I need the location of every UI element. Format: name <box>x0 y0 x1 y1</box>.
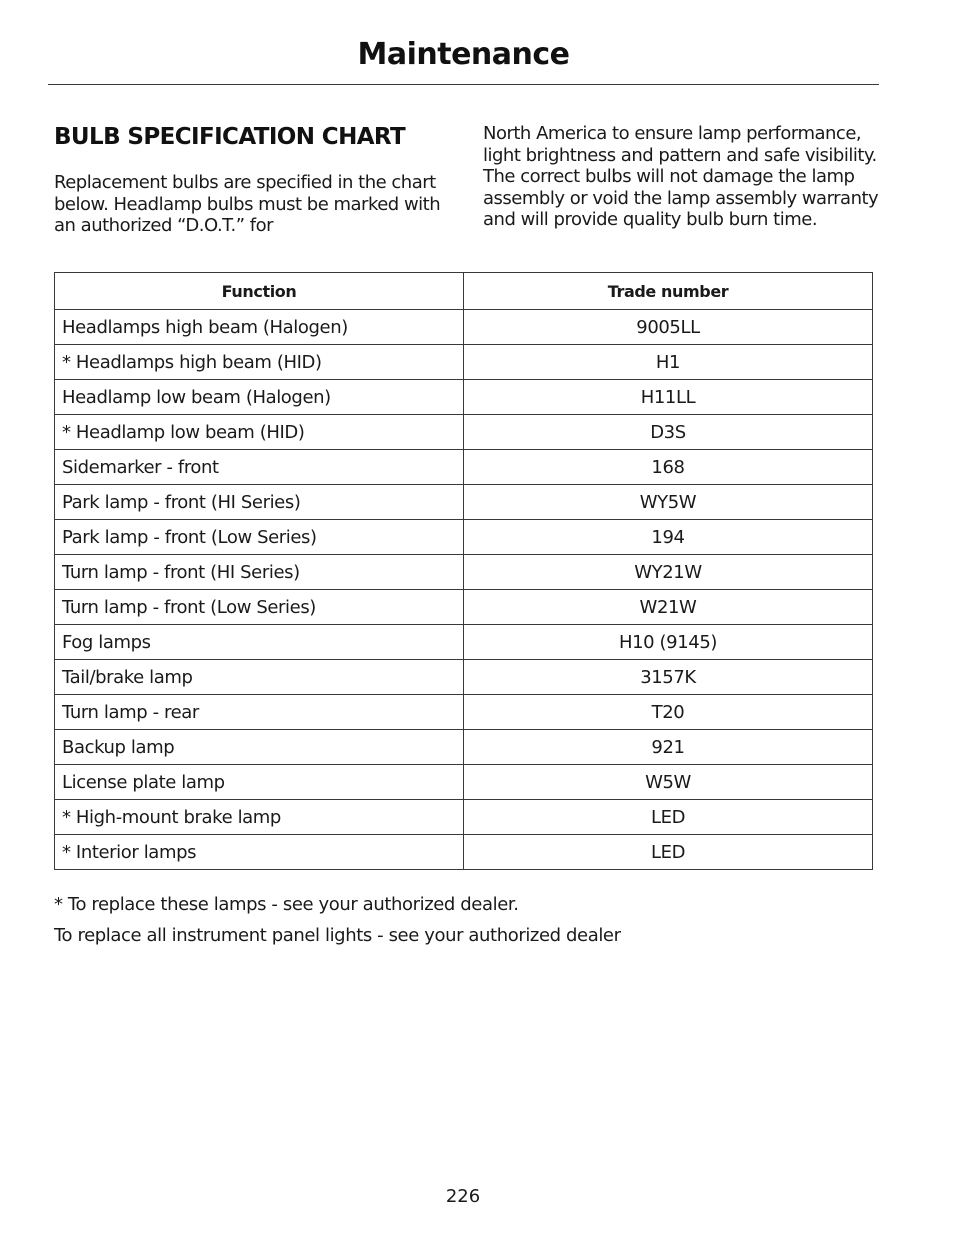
table-row <box>55 555 873 590</box>
function-cell: Turn lamp - front (Low Series) <box>55 590 464 625</box>
table-row <box>55 765 873 800</box>
trade-number-cell: 168 <box>464 450 873 485</box>
section-title: BULB SPECIFICATION CHART <box>54 124 406 150</box>
table-row <box>55 520 873 555</box>
table-row <box>55 310 873 345</box>
function-cell: Park lamp - front (HI Series) <box>55 485 464 520</box>
function-cell: Fog lamps <box>55 625 464 660</box>
trade-number-cell: W21W <box>464 590 873 625</box>
function-cell: * Interior lamps <box>55 835 464 870</box>
function-cell: Turn lamp - front (HI Series) <box>55 555 464 590</box>
page-header <box>48 36 879 85</box>
trade-number-cell: 3157K <box>464 660 873 695</box>
function-cell: License plate lamp <box>55 765 464 800</box>
table-row <box>55 660 873 695</box>
table-row <box>55 380 873 415</box>
function-cell: Headlamps high beam (Halogen) <box>55 310 464 345</box>
function-cell: * High-mount brake lamp <box>55 800 464 835</box>
intro-left-column <box>54 122 454 237</box>
function-cell: Headlamp low beam (Halogen) <box>55 380 464 415</box>
table-row <box>55 835 873 870</box>
footnote-instrument-panel: To replace all instrument panel lights - see your authorized dealer <box>54 925 621 946</box>
table-row <box>55 590 873 625</box>
table-header-row <box>55 273 873 310</box>
bulb-specification-table <box>54 272 873 870</box>
trade-number-cell: 9005LL <box>464 310 873 345</box>
trade-number-cell: LED <box>464 835 873 870</box>
intro-paragraph-left: Replacement bulbs are specified in the chart below. Headlamp bulbs must be marked with an authorized “D.O.T.” for <box>54 172 441 236</box>
trade-number-cell: D3S <box>464 415 873 450</box>
trade-number-cell: H1 <box>464 345 873 380</box>
intro-right-column <box>483 123 879 231</box>
column-header-function: Function <box>55 273 464 310</box>
table-row <box>55 800 873 835</box>
function-cell: Backup lamp <box>55 730 464 765</box>
table-row <box>55 695 873 730</box>
table-row <box>55 485 873 520</box>
table-row <box>55 345 873 380</box>
function-cell: Park lamp - front (Low Series) <box>55 520 464 555</box>
function-cell: * Headlamps high beam (HID) <box>55 345 464 380</box>
trade-number-cell: W5W <box>464 765 873 800</box>
intro-paragraph-right: North America to ensure lamp performance, light brightness and pattern and safe visibility. The correct bulbs will not damage the lamp assembly or void the lamp assembly warranty and will provide quality bulb burn time. <box>483 123 879 230</box>
column-header-trade-number: Trade number <box>464 273 873 310</box>
page-number: 226 <box>445 1186 481 1207</box>
trade-number-cell: LED <box>464 800 873 835</box>
trade-number-cell: T20 <box>464 695 873 730</box>
function-cell: * Headlamp low beam (HID) <box>55 415 464 450</box>
function-cell: Turn lamp - rear <box>55 695 464 730</box>
footnotes <box>54 894 874 956</box>
table-row <box>55 415 873 450</box>
function-cell: Sidemarker - front <box>55 450 464 485</box>
table-row <box>55 730 873 765</box>
footnote-dealer-lamps: * To replace these lamps - see your authorized dealer. <box>54 894 519 915</box>
trade-number-cell: WY21W <box>464 555 873 590</box>
table-row <box>55 625 873 660</box>
trade-number-cell: 921 <box>464 730 873 765</box>
trade-number-cell: H11LL <box>464 380 873 415</box>
page-title: Maintenance <box>357 37 570 72</box>
trade-number-cell: WY5W <box>464 485 873 520</box>
trade-number-cell: H10 (9145) <box>464 625 873 660</box>
function-cell: Tail/brake lamp <box>55 660 464 695</box>
table-row <box>55 450 873 485</box>
trade-number-cell: 194 <box>464 520 873 555</box>
